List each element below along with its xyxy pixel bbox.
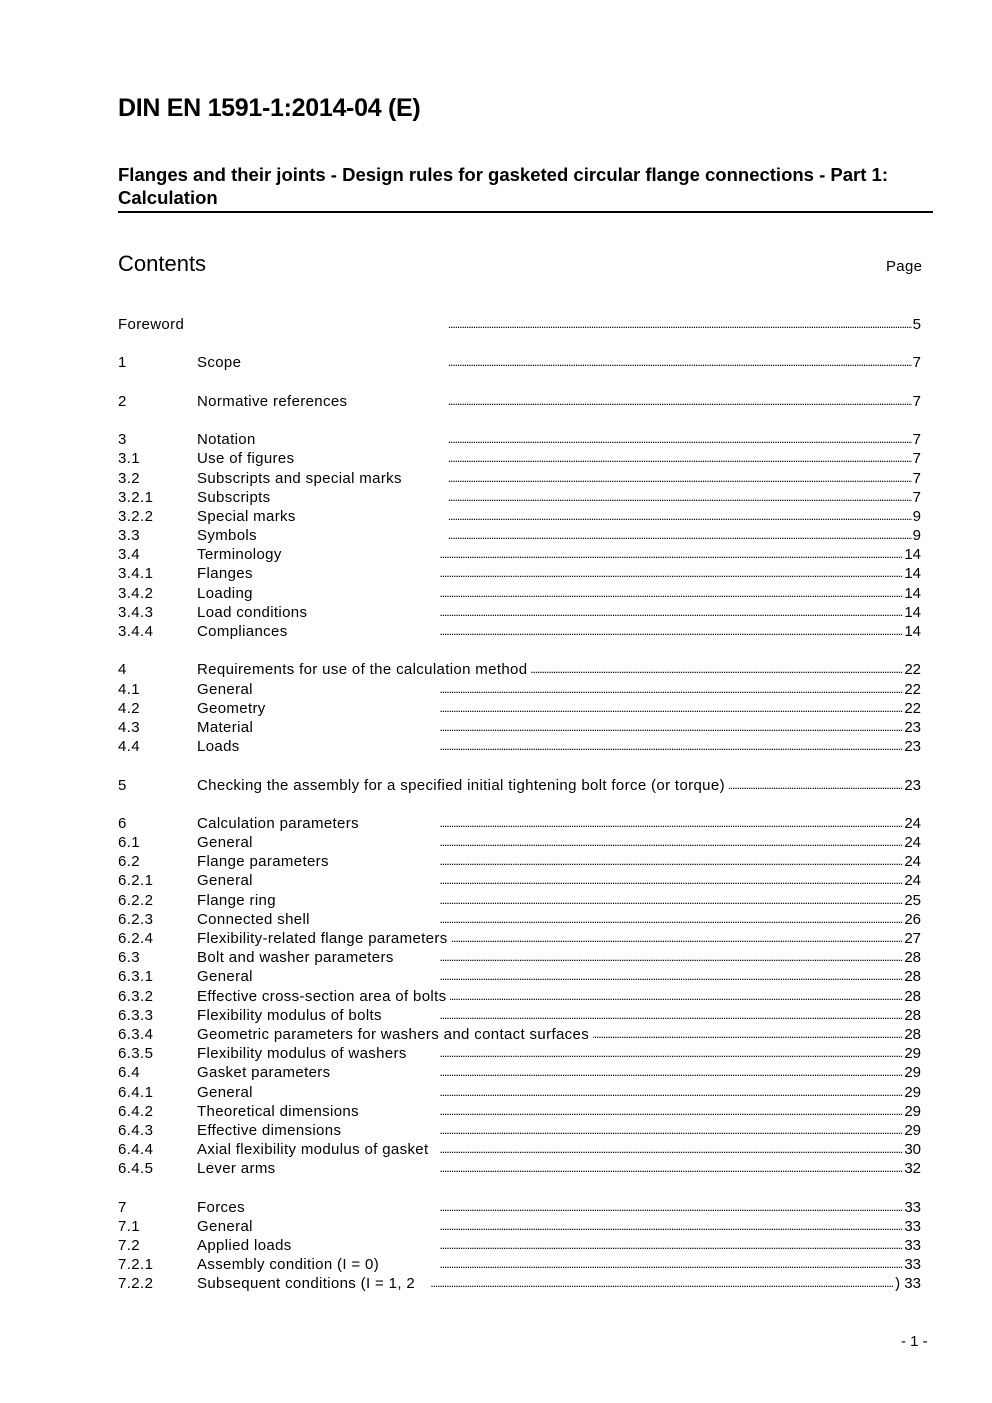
toc-entry-number: 7.1 (118, 1217, 141, 1235)
toc-entry-number: 3.2 (118, 469, 141, 487)
toc-entry-page: 27 (904, 930, 921, 947)
toc-entry-number: 6.2.2 (118, 891, 154, 909)
dot-leader (311, 603, 903, 622)
toc-entry[interactable] (118, 1102, 921, 1121)
toc-entry-title: General (197, 834, 253, 852)
toc-entry[interactable] (118, 603, 921, 622)
toc-entry-page: 28 (904, 987, 921, 1005)
dot-leader (261, 526, 912, 545)
toc-entry[interactable] (118, 430, 921, 449)
toc-entry-number: 3.4.1 (118, 565, 154, 583)
toc-entry[interactable] (118, 1140, 921, 1159)
toc-entry[interactable] (118, 718, 921, 737)
toc-entry-page: 24 (904, 853, 921, 871)
dot-leader (314, 910, 903, 929)
toc-entry[interactable] (118, 833, 921, 852)
toc-entry[interactable] (118, 871, 921, 890)
toc-entry-title: Scope (197, 354, 242, 372)
toc-entry[interactable] (118, 449, 921, 468)
toc-entry-title: Load conditions (197, 603, 308, 621)
toc-entry-page: 23 (904, 776, 921, 794)
toc-entry-title: Subsequent conditions (I = 1, 2 (197, 1275, 416, 1293)
toc-entry-number: 6.4.2 (118, 1102, 154, 1120)
toc-entry-title: Subscripts and special marks (197, 469, 402, 487)
dot-leader (386, 1006, 903, 1025)
toc-entry-page: 33 (904, 1237, 921, 1254)
dot-leader (245, 353, 911, 372)
toc-entry-number: 6.2 (118, 853, 141, 871)
toc-entry-number: 7.2.1 (118, 1256, 154, 1274)
toc-entry-page: 23 (904, 718, 921, 736)
toc-entry-page: 14 (904, 623, 921, 640)
toc-entry-title: General (197, 680, 253, 698)
toc-entry-number: 3.4.4 (118, 623, 154, 640)
toc-entry-number: 6.3.4 (118, 1025, 154, 1043)
toc-entry-number: 3.4.3 (118, 603, 154, 621)
contents-heading: Contents (118, 251, 207, 276)
table-of-contents (118, 315, 921, 1294)
toc-entry[interactable] (118, 1121, 921, 1140)
dot-leader (280, 891, 903, 910)
toc-entry-title: Checking the assembly for a specified initial tightening bolt force (or torque) (197, 776, 725, 794)
toc-entry-number: 1 (118, 354, 127, 372)
toc-entry-number: 7.2 (118, 1237, 141, 1254)
toc-entry[interactable] (118, 776, 921, 795)
toc-entry-page: 14 (904, 584, 921, 602)
toc-entry-number: 6.3.3 (118, 1006, 154, 1024)
toc-entry[interactable] (118, 507, 921, 526)
toc-entry-number: 6.1 (118, 834, 141, 852)
toc-entry-title: Bolt and washer parameters (197, 949, 394, 967)
toc-entry-number: 4.1 (118, 680, 141, 698)
toc-entry-number: 3.1 (118, 450, 141, 468)
toc-entry-number: 6.3.5 (118, 1045, 154, 1063)
toc-entry[interactable] (118, 488, 921, 507)
toc-entry-page: 22 (904, 661, 921, 679)
toc-entry-title: General (197, 872, 253, 890)
toc-entry[interactable] (118, 526, 921, 545)
toc-entry-title: Use of figures (197, 450, 295, 468)
toc-entry-title: Loading (197, 584, 253, 602)
toc-entry[interactable] (118, 1006, 921, 1025)
dot-leader (257, 871, 903, 890)
toc-entry-number: Foreword (118, 316, 185, 333)
toc-entry[interactable] (118, 584, 921, 603)
toc-entry-title: Requirements for use of the calculation method (197, 661, 528, 679)
toc-entry[interactable] (118, 1217, 921, 1236)
dot-leader (257, 584, 903, 603)
toc-entry-number: 3.4 (118, 546, 141, 564)
toc-entry[interactable] (118, 948, 921, 967)
toc-entry[interactable] (118, 622, 921, 641)
toc-entry-number: 6.4.5 (118, 1160, 154, 1178)
dot-leader (335, 1063, 904, 1082)
toc-entry-number: 6.3.2 (118, 987, 154, 1005)
toc-entry-title: Notation (197, 431, 256, 449)
toc-entry-title: Material (197, 718, 254, 736)
toc-entry-title: Gasket parameters (197, 1064, 331, 1082)
toc-entry-number: 5 (118, 776, 127, 794)
toc-entry-number: 6.4.4 (118, 1141, 154, 1159)
toc-entry-title: Loads (197, 738, 240, 756)
toc-entry-page: 22 (904, 699, 921, 717)
toc-entry[interactable] (118, 1198, 921, 1217)
toc-entry-number: 6.4.3 (118, 1121, 154, 1139)
dot-leader (270, 699, 904, 718)
toc-entry[interactable] (118, 564, 921, 583)
toc-entry[interactable] (118, 660, 921, 679)
toc-entry-title: Geometry (197, 699, 266, 717)
toc-entry-page: 7 (912, 450, 921, 468)
toc-entry-number: 7.2.2 (118, 1275, 154, 1293)
toc-entry-title: Axial flexibility modulus of gasket (197, 1141, 429, 1159)
toc-entry-page: 29 (904, 1083, 921, 1101)
toc-entry-title: Flexibility-related flange parameters (197, 930, 448, 947)
toc-entry-number: 6.2.4 (118, 930, 154, 947)
toc-entry-page: 22 (904, 680, 921, 698)
dot-leader (593, 1025, 903, 1044)
toc-entry-number: 6.3 (118, 949, 141, 967)
toc-entry-number: 2 (118, 392, 127, 410)
dot-leader (345, 1121, 903, 1140)
dot-leader (411, 1044, 904, 1063)
dot-leader (383, 1255, 903, 1274)
dot-leader (363, 814, 903, 833)
toc-entry[interactable] (118, 1063, 921, 1082)
toc-entry-title: Compliances (197, 623, 288, 640)
toc-entry-title: Connected shell (197, 910, 310, 928)
toc-entry-title: Terminology (197, 546, 282, 564)
toc-entry-title: Geometric parameters for washers and contact surfaces (197, 1025, 590, 1043)
dot-leader (244, 737, 904, 756)
dot-leader (398, 948, 904, 967)
toc-entry[interactable] (118, 852, 921, 871)
dot-leader (257, 680, 903, 699)
toc-entry-number: 6.2.3 (118, 910, 154, 928)
toc-entry[interactable] (118, 987, 921, 1006)
toc-entry[interactable] (118, 392, 921, 411)
toc-entry-number: 3 (118, 431, 127, 449)
toc-entry-page: 30 (904, 1141, 921, 1159)
toc-entry-number: 6.4.1 (118, 1083, 154, 1101)
toc-entry[interactable] (118, 469, 921, 488)
toc-entry[interactable] (118, 814, 921, 833)
toc-entry-page: 29 (904, 1102, 921, 1120)
dot-leader (260, 430, 912, 449)
toc-entry-page: 9 (912, 527, 921, 545)
toc-entry-page: ) 33 (895, 1275, 921, 1293)
toc-entry-number: 3.4.2 (118, 584, 154, 602)
dot-leader (257, 833, 903, 852)
toc-entry-page: 29 (904, 1121, 921, 1139)
dot-leader (298, 449, 911, 468)
dot-leader (296, 1236, 904, 1255)
toc-entry-number: 4.2 (118, 699, 141, 717)
toc-entry-title: General (197, 968, 253, 986)
dot-leader (257, 967, 903, 986)
toc-entry-title: General (197, 1217, 253, 1235)
toc-entry-title: Flange ring (197, 891, 276, 909)
toc-entry[interactable] (118, 680, 921, 699)
toc-entry-title: Flexibility modulus of bolts (197, 1006, 382, 1024)
document-subtitle: Flanges and their joints - Design rules for gasketed circular flange connections - Part 1: Calculation (118, 163, 933, 213)
toc-entry-page: 33 (904, 1256, 921, 1274)
dot-leader (275, 488, 912, 507)
dot-leader (190, 315, 912, 334)
toc-entry-page: 5 (912, 316, 921, 333)
toc-entry-number: 3.2.2 (118, 507, 154, 525)
toc-entry[interactable] (118, 929, 921, 948)
toc-entry-number: 4.4 (118, 738, 141, 756)
toc-entry-title: Flange parameters (197, 853, 329, 871)
toc-entry[interactable] (118, 1083, 921, 1102)
toc-entry-title: Calculation parameters (197, 814, 359, 832)
dot-leader (292, 622, 904, 641)
toc-entry-title: Subscripts (197, 488, 271, 506)
toc-entry[interactable] (118, 737, 921, 756)
dot-leader (351, 392, 911, 411)
toc-entry-number: 6.2.1 (118, 872, 154, 890)
toc-entry[interactable] (118, 910, 921, 929)
page-number: - 1 - (901, 1333, 928, 1350)
toc-entry-page: 25 (904, 891, 921, 909)
dot-leader (286, 545, 904, 564)
toc-entry[interactable] (118, 1255, 921, 1274)
toc-entry-number: 6.3.1 (118, 968, 154, 986)
document-title: DIN EN 1591-1:2014-04 (E) (118, 94, 421, 122)
toc-entry-page: 14 (904, 546, 921, 564)
dot-leader (280, 1159, 904, 1178)
toc-entry-number: 6.4 (118, 1064, 141, 1082)
toc-entry-page: 24 (904, 834, 921, 852)
toc-entry[interactable] (118, 1044, 921, 1063)
dot-leader (257, 1083, 903, 1102)
toc-entry-title: Flexibility modulus of washers (197, 1045, 407, 1063)
toc-entry-page: 14 (904, 603, 921, 621)
toc-entry-title: General (197, 1083, 253, 1101)
dot-leader (363, 1102, 903, 1121)
toc-entry-title: Symbols (197, 527, 257, 545)
dot-leader (452, 929, 904, 948)
toc-entry-page: 33 (904, 1217, 921, 1235)
toc-entry-page: 28 (904, 1006, 921, 1024)
toc-entry-page: 29 (904, 1045, 921, 1063)
toc-entry-page: 7 (912, 392, 921, 410)
toc-entry-page: 26 (904, 910, 921, 928)
toc-entry-page: 28 (904, 1025, 921, 1043)
dot-leader (531, 660, 903, 679)
toc-entry-page: 7 (912, 488, 921, 506)
toc-entry-page: 32 (904, 1160, 921, 1178)
toc-entry-page: 9 (912, 507, 921, 525)
toc-entry[interactable] (118, 699, 921, 718)
toc-entry[interactable] (118, 315, 921, 334)
toc-entry-page: 7 (912, 354, 921, 372)
dot-leader (406, 469, 912, 488)
toc-entry-page: 29 (904, 1064, 921, 1082)
toc-entry-title: Theoretical dimensions (197, 1102, 359, 1120)
toc-entry-title: Special marks (197, 507, 296, 525)
toc-entry-title: Effective cross-section area of bolts (197, 987, 447, 1005)
dot-leader (729, 776, 903, 795)
toc-entry[interactable] (118, 545, 921, 564)
toc-entry-number: 6 (118, 814, 127, 832)
toc-entry-title: Assembly condition (I = 0) (197, 1256, 380, 1274)
toc-entry-number: 4 (118, 661, 127, 679)
toc-entry[interactable] (118, 1236, 921, 1255)
dot-leader (419, 1274, 894, 1293)
toc-entry-title: Forces (197, 1198, 245, 1216)
toc-entry-number: 3.3 (118, 527, 141, 545)
toc-entry[interactable] (118, 1025, 921, 1044)
page-column-label: Page (886, 258, 923, 275)
toc-entry-title: Lever arms (197, 1160, 276, 1178)
dot-leader (257, 718, 903, 737)
toc-entry-page: 7 (912, 469, 921, 487)
toc-entry[interactable] (118, 1274, 921, 1293)
toc-entry[interactable] (118, 1159, 921, 1178)
toc-entry-page: 7 (912, 431, 921, 449)
toc-entry-page: 33 (904, 1198, 921, 1216)
dot-leader (249, 1198, 903, 1217)
toc-entry-title: Effective dimensions (197, 1121, 342, 1139)
toc-entry-title: Flanges (197, 565, 253, 583)
toc-entry[interactable] (118, 891, 921, 910)
toc-entry-page: 28 (904, 949, 921, 967)
toc-entry-page: 28 (904, 968, 921, 986)
toc-entry-page: 14 (904, 565, 921, 583)
dot-leader (257, 1217, 903, 1236)
toc-entry-title: Applied loads (197, 1237, 292, 1254)
dot-leader (257, 564, 903, 583)
dot-leader (450, 987, 903, 1006)
dot-leader (300, 507, 912, 526)
toc-entry-number: 4.3 (118, 718, 141, 736)
toc-entry[interactable] (118, 967, 921, 986)
toc-entry-page: 24 (904, 814, 921, 832)
dot-leader (433, 1140, 904, 1159)
toc-entry-number: 3.2.1 (118, 488, 154, 506)
toc-entry-page: 24 (904, 872, 921, 890)
dot-leader (333, 852, 903, 871)
toc-entry-title: Normative references (197, 392, 348, 410)
toc-entry-page: 23 (904, 738, 921, 756)
toc-entry-number: 7 (118, 1198, 127, 1216)
toc-entry[interactable] (118, 353, 921, 372)
